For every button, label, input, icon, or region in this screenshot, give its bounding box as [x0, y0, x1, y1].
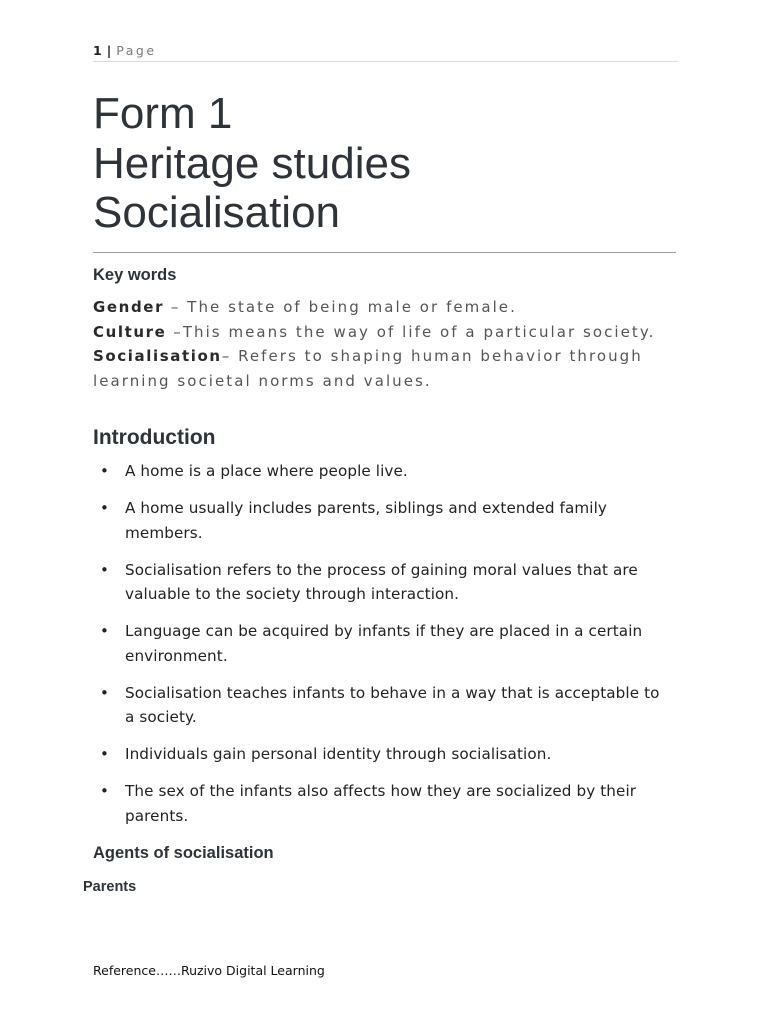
list-item [93, 681, 673, 730]
keywords-heading: Key words [93, 266, 177, 284]
list-item [93, 619, 673, 668]
bullet-icon: • [100, 782, 109, 800]
keyword-item [93, 320, 683, 345]
title-line-form: Form 1 [93, 89, 233, 138]
list-item-text: Socialisation refers to the process of gaining moral values that are valuable to the society through interaction. [125, 560, 638, 603]
list-item [93, 496, 673, 545]
list-item [93, 459, 673, 484]
bullet-icon: • [100, 683, 109, 702]
keyword-term: Socialisation [93, 347, 222, 365]
title-line-topic: Socialisation [93, 188, 341, 237]
page-header [93, 43, 157, 58]
keyword-term: Gender [93, 298, 165, 316]
bullet-icon: • [100, 462, 109, 480]
keyword-definition: –This means the way of life of a particular society. [166, 322, 656, 341]
parents-subheading: Parents [83, 879, 137, 895]
introduction-heading: Introduction [93, 426, 216, 449]
agents-heading: Agents of socialisation [93, 844, 274, 862]
page-separator: | [106, 43, 112, 58]
list-item-text: Socialisation teaches infants to behave in a way that is acceptable to a society. [125, 683, 660, 726]
reference-footer: Reference……Ruzivo Digital Learning [93, 963, 325, 978]
title-line-subject: Heritage studies [93, 138, 411, 188]
keyword-term: Culture [93, 322, 167, 341]
bullet-icon: • [100, 745, 109, 763]
list-item [93, 742, 673, 767]
keyword-definition: – The state of being male or female. [164, 298, 517, 316]
page-number: 1 [93, 43, 103, 58]
list-item [93, 779, 673, 828]
header-divider [93, 61, 678, 62]
bullet-icon: • [100, 622, 109, 640]
list-item-text: Language can be acquired by infants if they are placed in a certain environment. [125, 622, 643, 665]
list-item-text: A home is a place where people live. [125, 462, 408, 480]
list-item [93, 558, 673, 607]
keyword-item [93, 295, 683, 320]
document-title [93, 89, 411, 238]
bullet-icon: • [100, 499, 109, 517]
list-item-text: A home usually includes parents, siblings and extended family members. [125, 499, 607, 542]
keyword-item [93, 344, 683, 393]
list-item-text: Individuals gain personal identity through socialisation. [125, 745, 552, 763]
bullet-icon: • [100, 560, 109, 579]
introduction-list [93, 459, 673, 841]
keywords-list [93, 295, 683, 393]
keyword-definition: – Refers to shaping human behavior through learning societal norms and values. [93, 347, 643, 390]
list-item-text: The sex of the infants also affects how they are socialized by their parents. [125, 782, 637, 825]
page-word: Page [116, 43, 157, 58]
title-divider [93, 252, 676, 253]
